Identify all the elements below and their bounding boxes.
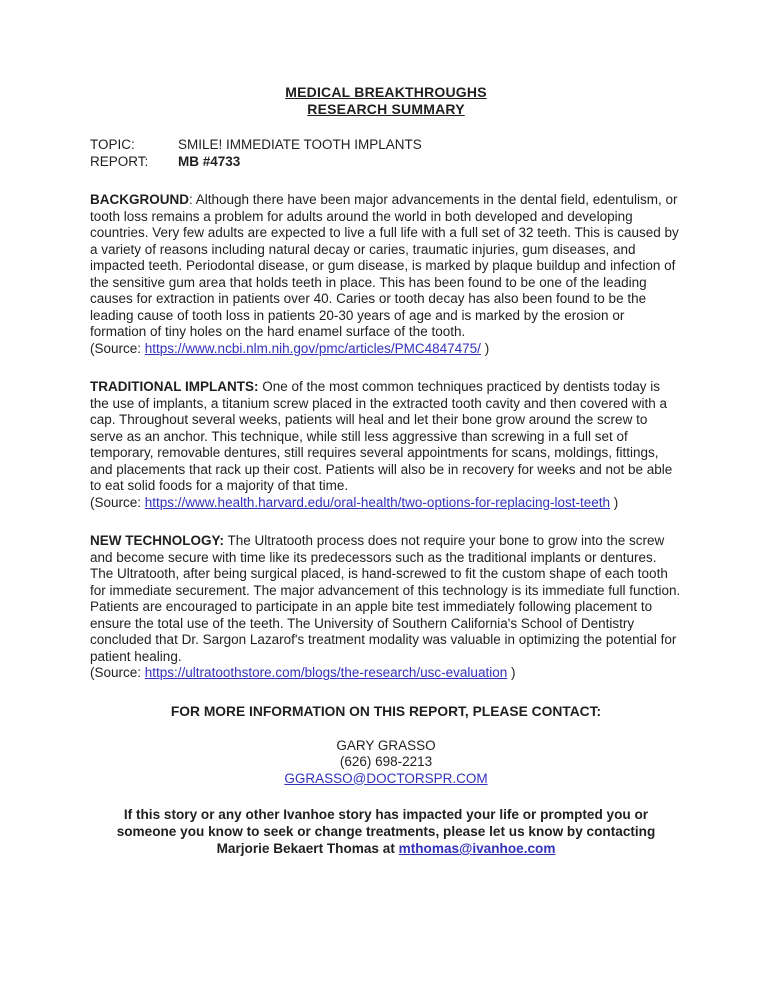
section-background-heading: BACKGROUND — [90, 192, 189, 207]
section-traditional-implants-source — [90, 495, 682, 512]
topic-row — [90, 137, 682, 154]
report-number: MB #4733 — [178, 153, 241, 169]
topic-label: TOPIC: — [90, 137, 135, 152]
section-traditional-implants-body: One of the most common techniques practiced by dentists today is the use of implants, a titanium screw placed in the extracted tooth cavity and then covered with a cap. Throughout several weeks, patients will heal and let their bone grow around the screw to serve as an anchor. This technique, while still less aggressive than screwing in a full set of temporary, removable dentures, still requires several appointments for scans, moldings, fittings, and placements that rack up their cost. Patients will also be in recovery for weeks and not be able to eat solid foods for a majority of that time. — [90, 379, 673, 493]
source-link-ultratooth[interactable]: https://ultratoothstore.com/blogs/the-research/usc-evaluation — [144, 665, 508, 680]
document-title-line1: MEDICAL BREAKTHROUGHS — [285, 84, 487, 100]
contact-block — [90, 738, 682, 788]
footer-note — [103, 806, 669, 857]
section-traditional-implants-heading: TRADITIONAL IMPLANTS: — [90, 379, 259, 394]
report-row — [90, 154, 682, 171]
document-title — [90, 84, 682, 118]
contact-heading: FOR MORE INFORMATION ON THIS REPORT, PLEASE CONTACT: — [170, 703, 602, 719]
section-new-technology-heading: NEW TECHNOLOGY: — [90, 533, 224, 548]
topic-value: SMILE! IMMEDIATE TOOTH IMPLANTS — [178, 137, 422, 152]
section-new-technology — [90, 533, 682, 682]
section-new-technology-source — [90, 665, 682, 682]
section-background-body: : Although there have been major advancements in the dental field, edentulism, or tooth loss remains a problem for adults around the world in both developed and developing countries. Very few adults are expected to live a full life with a full set of 32 teeth. This is caused by a variety of reasons including natural decay or caries, traumatic injuries, gum diseases, and impacted teeth. Periodontal disease, or gum disease, is marked by plaque buildup and infection of the sensitive gum area that holds teeth in place. This has been found to be one of the leading causes for extraction in patients over 40. Caries or tooth decay has also been found to be the leading cause of tooth loss in patients 20-30 years of age and is marked by the erosion or formation of tiny holes on the hard enamel surface of the tooth. — [90, 192, 679, 339]
document-title-line2: RESEARCH SUMMARY — [307, 101, 465, 117]
contact-phone: (626) 698-2213 — [339, 754, 433, 769]
contact-email-link[interactable]: GGRASSO@DOCTORSPR.COM — [284, 770, 488, 786]
source-prefix: (Source: — [90, 665, 145, 680]
report-meta — [90, 137, 682, 170]
section-background — [90, 192, 682, 357]
footer-text: If this story or any other Ivanhoe story has impacted your life or prompted you or someone you know to seek or change treatments, please let us know by contacting Marjorie Bekaert Thomas at — [116, 807, 656, 856]
section-background-source — [90, 341, 682, 358]
source-link-ncbi[interactable]: https://www.ncbi.nlm.nih.gov/pmc/articles/PMC4847475/ — [144, 340, 481, 356]
source-suffix: ) — [507, 665, 516, 680]
section-new-technology-body: The Ultratooth process does not require your bone to grow into the screw and become secure with time like its predecessors such as the traditional implants or dentures. The Ultratooth, after being surgical placed, is hand-screwed to fit the custom shape of each tooth for immediate securement. The major advancement of this technology is its immediate full function. Patients are encouraged to participate in an apple bite test immediately following placement to ensure the total use of the teeth. The University of Southern California's School of Dentistry concluded that Dr. Sargon Lazarof's treatment modality was valuable in optimizing the potential for patient healing. — [90, 533, 681, 664]
contact-name: GARY GRASSO — [336, 737, 436, 753]
footer-email-link[interactable]: mthomas@ivanhoe.com — [398, 841, 556, 856]
source-link-harvard[interactable]: https://www.health.harvard.edu/oral-health/two-options-for-replacing-lost-teeth — [144, 494, 611, 510]
report-label: REPORT: — [90, 153, 149, 169]
source-prefix: (Source: — [90, 494, 145, 510]
source-suffix: ) — [480, 340, 490, 356]
source-suffix: ) — [610, 494, 619, 510]
section-traditional-implants — [90, 379, 682, 511]
source-prefix: (Source: — [90, 340, 145, 356]
